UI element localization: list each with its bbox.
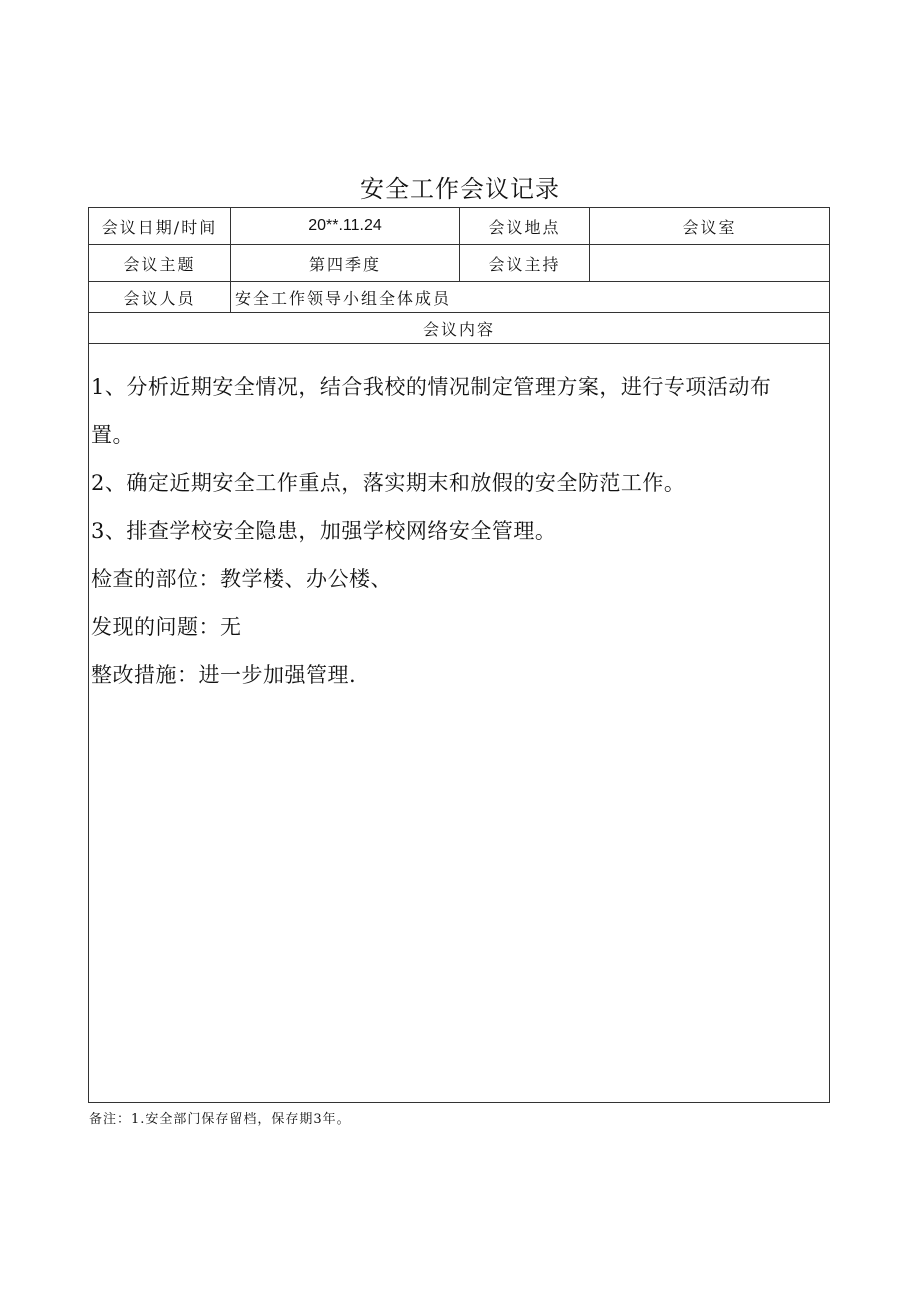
date-value: 20**.11.24 xyxy=(231,208,460,245)
page-title: 安全工作会议记录 xyxy=(360,175,560,203)
table-row xyxy=(89,282,830,313)
location-label: 会议地点 xyxy=(460,208,590,245)
attendees-label: 会议人员 xyxy=(89,282,231,313)
topic-value: 第四季度 xyxy=(231,245,460,282)
content-item-1-line-1: 1、分析近期安全情况，结合我校的情况制定管理方案，进行专项活动布 xyxy=(91,375,772,399)
topic-label: 会议主题 xyxy=(89,245,231,282)
content-body xyxy=(89,344,829,688)
inspection-areas: 检查的部位：教学楼、办公楼、 xyxy=(91,567,392,591)
host-label: 会议主持 xyxy=(460,245,590,282)
problems-found: 发现的问题：无 xyxy=(91,615,242,639)
table-row xyxy=(89,208,830,245)
table-row xyxy=(89,344,830,1103)
attendees-value: 安全工作领导小组全体成员 xyxy=(231,282,830,313)
content-item-1 xyxy=(91,374,829,448)
table-row xyxy=(89,313,830,344)
date-label: 会议日期/时间 xyxy=(89,208,231,245)
content-cell xyxy=(89,344,830,1103)
location-value: 会议室 xyxy=(590,208,830,245)
host-value xyxy=(590,245,830,282)
footnote: 备注：1.安全部门保存留档，保存期3年。 xyxy=(89,1112,351,1127)
content-item-3: 3、排查学校安全隐患，加强学校网络安全管理。 xyxy=(91,519,557,543)
content-header: 会议内容 xyxy=(89,313,830,344)
rectification-measures: 整改措施：进一步加强管理. xyxy=(91,663,357,687)
table-row xyxy=(89,245,830,282)
meeting-record-table xyxy=(88,207,830,1103)
content-item-1-line-2: 置。 xyxy=(91,423,134,447)
content-item-2: 2、确定近期安全工作重点，落实期末和放假的安全防范工作。 xyxy=(91,471,686,495)
